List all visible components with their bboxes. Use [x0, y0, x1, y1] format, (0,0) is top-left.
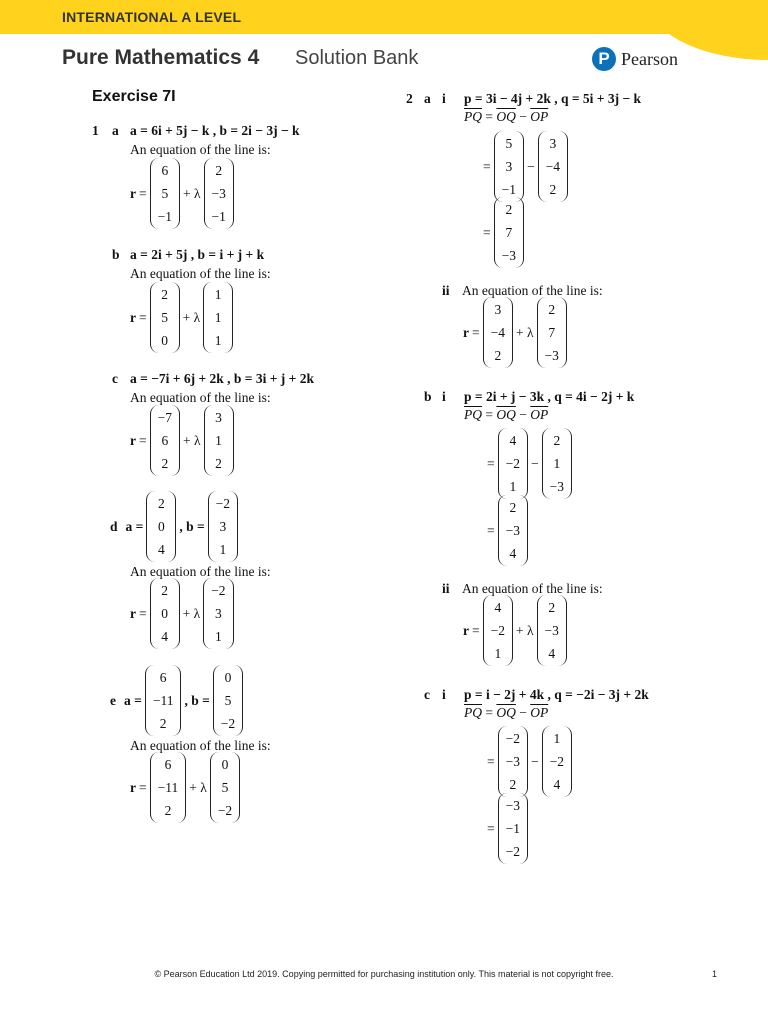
r-symbol: r [130, 779, 136, 795]
q1e-label: e [110, 692, 116, 708]
q1b-label: b [112, 247, 120, 262]
page-number: 1 [712, 969, 718, 979]
plus-lambda: + λ [516, 622, 534, 638]
vec-entry: 6 [159, 670, 167, 685]
q1c-position-vector [150, 405, 180, 476]
vec-entry: 3 [215, 410, 222, 425]
vec-entry: 3 [219, 519, 227, 534]
q1e-a-vector [145, 665, 182, 736]
r-symbol: r [130, 185, 136, 201]
equals-sign: = [485, 705, 493, 720]
vec-entry: −1 [505, 821, 520, 836]
q2b-ii-label: ii [442, 581, 450, 596]
vec-entry: 2 [161, 456, 169, 471]
q1a-label: a [112, 123, 119, 138]
q1e-given [110, 665, 243, 736]
q2c-label: c [424, 687, 430, 702]
vec-entry: 2 [159, 716, 167, 731]
q2b-label: b [424, 389, 432, 404]
equals-sign: = [139, 185, 147, 201]
footer-copyright: © Pearson Education Ltd 2019. Copying permitted for purchasing institution only. This material is not copyright free. [154, 969, 614, 979]
q1d-eq-text: An equation of the line is: [130, 564, 271, 579]
equals-sign: = [139, 309, 147, 325]
q1e-direction-vector [210, 752, 240, 823]
plus-lambda: + λ [183, 432, 201, 448]
q1a-equation [130, 158, 234, 229]
vec-entry: −3 [544, 623, 559, 638]
vec-entry: 1 [219, 542, 227, 557]
q1e-eq-text: An equation of the line is: [130, 738, 271, 753]
q1d-equation [130, 578, 234, 649]
oq-vector: $\overline{OQ}$ [496, 407, 516, 422]
q2b-pq-line [464, 406, 548, 423]
op-vector: $\overline{OP}$ [530, 407, 549, 422]
q2c-pq-line [464, 704, 548, 721]
vec-entry: −4 [490, 325, 505, 340]
vec-entry: 4 [548, 646, 556, 661]
equals-sign: = [487, 522, 495, 538]
vec-entry: 2 [161, 583, 168, 598]
vec-entry: 2 [548, 600, 556, 615]
q1d-b-vector [208, 491, 238, 562]
q1-number: 1 [92, 123, 99, 138]
vec-entry: 3 [505, 159, 513, 174]
q1e-equation [130, 752, 240, 823]
vec-entry: −2 [505, 844, 520, 859]
vec-entry: 2 [505, 202, 513, 217]
vec-entry: 0 [224, 670, 232, 685]
equals-sign: = [483, 158, 491, 174]
q2b-p-vector [542, 428, 572, 499]
q1c-label: c [112, 371, 118, 386]
plus-lambda: + λ [182, 309, 201, 325]
vec-entry: −2 [217, 803, 233, 818]
a-equals: a = [125, 518, 144, 534]
vec-entry: 4 [553, 777, 561, 792]
q2c-q-vector [498, 726, 528, 797]
vec-entry: −2 [215, 496, 231, 511]
q1d-given [110, 491, 238, 562]
vec-entry: −1 [501, 182, 516, 197]
pearson-logo-text: Pearson [621, 48, 678, 69]
vec-entry: 5 [505, 136, 513, 151]
b-equals: , b = [179, 518, 205, 534]
vec-entry: 2 [553, 433, 561, 448]
vec-entry: 1 [494, 646, 502, 661]
vec-entry: 1 [553, 731, 561, 746]
q2b-direction-vector [537, 595, 567, 666]
q2a-q-vector [494, 131, 524, 202]
vec-entry: −3 [505, 798, 520, 813]
vec-entry: 7 [505, 225, 513, 240]
q1a-direction-vector [204, 158, 234, 229]
vec-entry: −1 [211, 209, 226, 224]
q2a-i-label: i [442, 91, 446, 106]
vec-entry: −3 [501, 248, 516, 263]
vec-entry: 2 [164, 803, 172, 818]
pearson-logo [592, 47, 678, 71]
q2b-q-vector [498, 428, 528, 499]
q2b-subtraction [484, 428, 572, 499]
vec-entry: 2 [157, 496, 165, 511]
vec-entry: 6 [161, 163, 169, 178]
q2-number: 2 [406, 91, 413, 106]
vec-entry: 6 [164, 757, 172, 772]
q1d-label: d [110, 518, 118, 534]
q1d-direction-vector [203, 578, 233, 649]
a-equals: a = [124, 692, 142, 708]
vec-entry: 5 [224, 693, 232, 708]
pq-vector: $\overline{PQ}$ [464, 109, 482, 124]
equals-sign: = [139, 779, 147, 795]
vec-entry: −4 [545, 159, 560, 174]
pq-vector: $\overline{PQ}$ [464, 705, 482, 720]
plus-lambda: + λ [189, 779, 207, 795]
r-symbol: r [130, 605, 136, 621]
r-symbol: r [130, 309, 136, 325]
equals-sign: = [487, 753, 495, 769]
vec-entry: −3 [505, 523, 520, 538]
pq-vector: $\overline{PQ}$ [464, 407, 482, 422]
q2a-pq-line [464, 108, 548, 125]
equals-sign: = [139, 605, 147, 621]
vec-entry: 1 [214, 310, 222, 325]
q1b-given: a = 2i + 5j , b = i + j + k [130, 247, 265, 262]
vec-entry: 4 [157, 542, 165, 557]
equals-sign: = [485, 109, 493, 124]
vec-entry: 7 [548, 325, 556, 340]
vec-entry: 2 [494, 348, 502, 363]
vec-entry: 1 [214, 333, 222, 348]
q2a-eq-text: An equation of the line is: [462, 283, 603, 298]
q1e-b-vector [213, 665, 243, 736]
op-vector: $\overline{OP}$ [530, 705, 549, 720]
vec-entry: 1 [509, 479, 517, 494]
q2a-pq-result [480, 197, 524, 268]
q2a-pq-vector [494, 197, 524, 268]
vec-entry: −3 [211, 186, 226, 201]
minus-sign: − [519, 705, 527, 720]
vec-entry: 1 [214, 629, 222, 644]
vec-entry: 4 [161, 629, 168, 644]
vec-entry: 0 [161, 333, 168, 348]
q2c-given: p = i − 2j + 4k , q = −2i − 3j + 2k [464, 687, 649, 702]
q2c-subtraction [484, 726, 572, 797]
vec-entry: −3 [549, 479, 564, 494]
vec-entry: 2 [509, 500, 517, 515]
q1c-equation [130, 405, 234, 476]
q1c-given: a = −7i + 6j + 2k , b = 3i + j + 2k [130, 371, 314, 386]
vec-entry: 3 [494, 302, 502, 317]
r-symbol: r [463, 324, 469, 340]
vec-entry: 4 [509, 433, 517, 448]
vec-entry: −11 [157, 780, 179, 795]
pearson-logo-icon: P [592, 47, 616, 71]
page-title: Pure Mathematics 4 [62, 46, 260, 69]
vec-entry: 5 [161, 310, 168, 325]
exercise-title: Exercise 7I [92, 88, 176, 105]
vec-entry: 2 [161, 287, 168, 302]
r-symbol: r [463, 622, 469, 638]
q1b-eq-text: An equation of the line is: [130, 266, 271, 281]
q2b-equation [463, 595, 567, 666]
vec-entry: −2 [490, 623, 505, 638]
vec-entry: 3 [214, 606, 222, 621]
vec-entry: −3 [544, 348, 559, 363]
q2a-direction-vector [537, 297, 567, 368]
band-label: INTERNATIONAL A LEVEL [62, 9, 242, 25]
vec-entry: 2 [215, 163, 223, 178]
q2b-pq-vector [498, 495, 528, 566]
q1a-given: a = 6i + 5j − k , b = 2i − 3j − k [130, 123, 300, 138]
vec-entry: −7 [157, 410, 172, 425]
vec-entry: −2 [549, 754, 564, 769]
q2a-position-vector [483, 297, 513, 368]
vec-entry: 2 [509, 777, 517, 792]
q1b-direction-vector [203, 282, 233, 353]
page-subtitle: Solution Bank [295, 47, 419, 69]
equals-sign: = [472, 324, 480, 340]
equals-sign: = [139, 432, 147, 448]
vec-entry: 3 [549, 136, 557, 151]
q1a-eq-text: An equation of the line is: [130, 142, 271, 157]
vec-entry: 5 [161, 186, 169, 201]
q1d-position-vector [150, 578, 180, 649]
q2a-given: p = 3i − 4j + 2k , q = 5i + 3j − k [464, 91, 642, 106]
vec-entry: 4 [509, 546, 517, 561]
plus-lambda: + λ [516, 324, 534, 340]
vec-entry: −2 [211, 583, 226, 598]
q2a-ii-label: ii [442, 283, 450, 298]
q2a-label: a [424, 91, 431, 106]
q1a-position-vector [150, 158, 180, 229]
plus-lambda: + λ [183, 185, 201, 201]
q2a-equation [463, 297, 567, 368]
q1b-position-vector [150, 282, 180, 353]
minus-sign: − [519, 407, 527, 422]
vec-entry: −2 [505, 456, 520, 471]
equals-sign: = [487, 455, 495, 471]
vec-entry: 6 [161, 433, 169, 448]
vec-entry: 2 [215, 456, 222, 471]
q2b-eq-text: An equation of the line is: [462, 581, 603, 596]
vec-entry: −3 [505, 754, 520, 769]
q2c-i-label: i [442, 687, 446, 702]
vec-entry: 0 [161, 606, 168, 621]
minus-sign: − [531, 753, 539, 769]
plus-lambda: + λ [182, 605, 201, 621]
vec-entry: 5 [221, 780, 229, 795]
op-vector: $\overline{OP}$ [530, 109, 549, 124]
vec-entry: 1 [214, 287, 222, 302]
q2a-subtraction [480, 131, 568, 202]
minus-sign: − [519, 109, 527, 124]
vec-entry: 2 [549, 182, 557, 197]
vec-entry: −11 [152, 693, 174, 708]
q2c-p-vector [542, 726, 572, 797]
vec-entry: 0 [157, 519, 165, 534]
q1d-a-vector [146, 491, 176, 562]
vec-entry: 0 [221, 757, 229, 772]
q2c-pq-result [484, 793, 528, 864]
oq-vector: $\overline{OQ}$ [496, 109, 516, 124]
q1e-position-vector [150, 752, 187, 823]
vec-entry: 1 [553, 456, 561, 471]
q2b-position-vector [483, 595, 513, 666]
oq-vector: $\overline{OQ}$ [496, 705, 516, 720]
equals-sign: = [472, 622, 480, 638]
vec-entry: −2 [505, 731, 520, 746]
equals-sign: = [485, 407, 493, 422]
vec-entry: 2 [548, 302, 556, 317]
minus-sign: − [527, 158, 535, 174]
q2b-pq-result [484, 495, 528, 566]
q2b-given: p = 2i + j − 3k , q = 4i − 2j + k [464, 389, 635, 404]
r-symbol: r [130, 432, 136, 448]
equals-sign: = [487, 820, 495, 836]
vec-entry: 1 [215, 433, 222, 448]
vec-entry: −1 [157, 209, 172, 224]
vec-entry: −2 [220, 716, 236, 731]
q2c-pq-vector [498, 793, 528, 864]
vec-entry: 4 [494, 600, 502, 615]
equals-sign: = [483, 224, 491, 240]
q1c-eq-text: An equation of the line is: [130, 390, 271, 405]
q2a-p-vector [538, 131, 568, 202]
minus-sign: − [531, 455, 539, 471]
q1b-equation [130, 282, 233, 353]
q2b-i-label: i [442, 389, 446, 404]
q1c-direction-vector [204, 405, 234, 476]
b-equals: , b = [184, 692, 210, 708]
